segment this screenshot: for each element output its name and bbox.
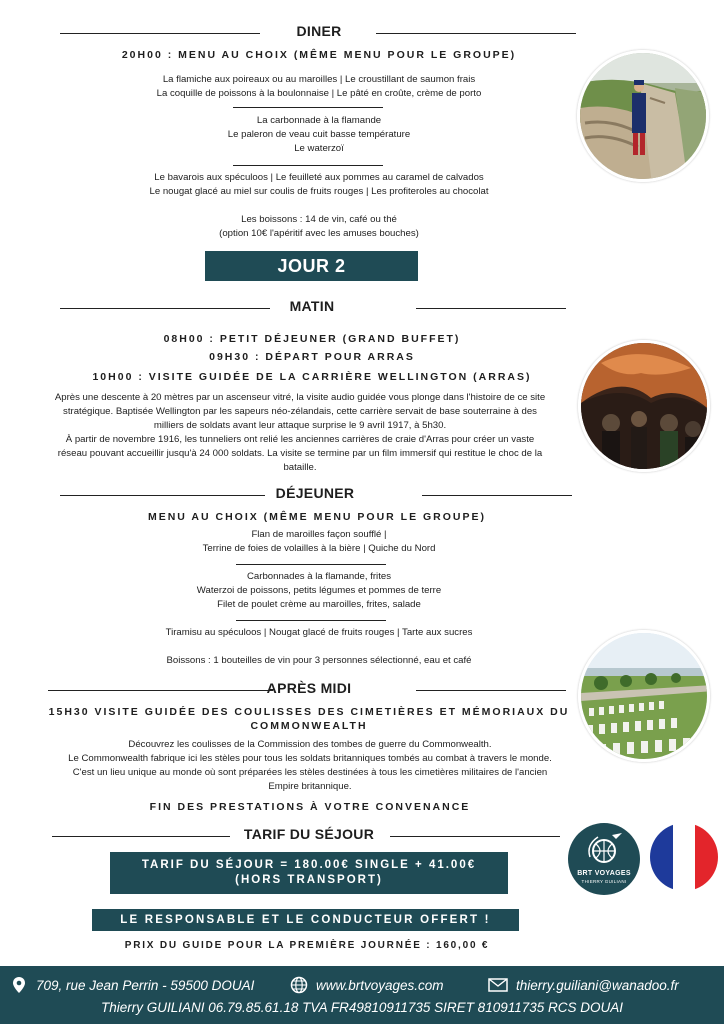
section-apres-midi-header bbox=[0, 680, 724, 700]
diner-entrees bbox=[40, 73, 598, 101]
tarif-price-banner bbox=[110, 852, 508, 894]
apres-midi-description-line: Découvrez les coulisses de la Commission des tombes de guerre du Commonwealth. bbox=[128, 739, 492, 750]
offert-banner: LE RESPONSABLE ET LE CONDUCTEUR OFFERT ! bbox=[92, 909, 519, 931]
section-title-matin: MATIN bbox=[289, 298, 335, 314]
wellington-quarry-photo bbox=[578, 340, 710, 472]
footer-address-text: 709, rue Jean Perrin - 59500 DOUAI bbox=[36, 977, 255, 993]
matin-description-line: Après une descente à 20 mètres par un ascenseur vitré, la visite audio guidée vous plonge dans l'histoire de ce site bbox=[54, 392, 546, 403]
jour2-banner: JOUR 2 bbox=[205, 251, 418, 281]
diner-entree-item: La coquille de poissons à la boulonnaise | Le pâté en croûte, crème de porto bbox=[156, 88, 482, 99]
diner-boisson-line: Les boissons : 14 de vin, café ou thé bbox=[241, 214, 397, 225]
diner-plat-item: Le waterzoï bbox=[294, 143, 344, 154]
footer-email-link[interactable]: thierry.guiliani@wanadoo.fr bbox=[516, 977, 679, 993]
matin-description-line: stratégique. Baptisée Wellington par les sapeurs néo-zélandais, cette carrière servait de base souterraine à des bbox=[63, 406, 537, 417]
diner-plat-item: La carbonnade à la flamande bbox=[256, 115, 382, 126]
header-line-right bbox=[390, 836, 560, 837]
header-line-right bbox=[422, 495, 572, 496]
dejeuner-plat-item: Carbonnades à la flamande, frites bbox=[247, 571, 391, 582]
fin-prestations: FIN DES PRESTATIONS À VOTRE CONVENANCE bbox=[149, 801, 471, 813]
dejeuner-plat-item: Waterzoi de poissons, petits légumes et pommes de terre bbox=[196, 585, 442, 596]
diner-desserts bbox=[40, 171, 598, 199]
diner-dessert-item: Le nougat glacé au miel sur coulis de fruits rouges | Les profiteroles au chocolat bbox=[149, 186, 489, 197]
trench-soldier-photo bbox=[577, 50, 709, 182]
diner-dessert-item: Le bavarois aux spéculoos | Le feuilleté aux pommes au caramel de calvados bbox=[154, 172, 484, 183]
footer-website[interactable] bbox=[290, 976, 444, 994]
map-pin-icon bbox=[10, 976, 28, 994]
dejeuner-entree-item: Flan de maroilles façon soufflé | bbox=[251, 529, 387, 540]
footer bbox=[0, 966, 724, 1024]
diner-menu-line: 20H00 : MENU AU CHOIX (MÊME MENU POUR LE GROUPE) bbox=[121, 49, 517, 61]
separator bbox=[233, 107, 383, 108]
section-title-dejeuner: DÉJEUNER bbox=[275, 485, 355, 501]
matin-description-line: bataille. bbox=[283, 462, 317, 473]
header-line-right bbox=[376, 33, 576, 34]
diner-boisson-line: (option 10€ l'apéritif avec les amuses bouches) bbox=[219, 228, 419, 239]
header-line-right bbox=[416, 308, 566, 309]
separator bbox=[236, 620, 386, 621]
brt-voyages-logo bbox=[568, 823, 640, 895]
diner-entree-item: La flamiche aux poireaux ou au maroilles | Le croustillant de saumon frais bbox=[162, 74, 476, 85]
apres-midi-description-line: Le Commonwealth fabrique ici les stèles pour tous les soldats britanniques tombés au combat à travers le monde. bbox=[68, 753, 552, 764]
apres-midi-visit-line: COMMONWEALTH bbox=[250, 720, 368, 732]
header-line-right bbox=[416, 690, 566, 691]
apres-midi-visit-line: 15H30 VISITE GUIDÉE DES COULISSES DES CIMETIÈRES ET MÉMORIAUX DU bbox=[48, 706, 570, 718]
apres-midi-description-line: C'est un lieu unique au monde où sont préparées les stèles destinées à tous les cimetières militaires de l'ancien bbox=[72, 767, 548, 778]
diner-plats bbox=[40, 114, 598, 156]
section-title-apres-midi: APRÈS MIDI bbox=[266, 680, 352, 696]
dejeuner-entree-item: Terrine de foies de volailles à la bière | Quiche du Nord bbox=[202, 543, 436, 554]
apres-midi-description-line: Empire britannique. bbox=[268, 781, 352, 792]
dejeuner-boissons: Boissons : 1 bouteilles de vin pour 3 personnes sélectionné, eau et café bbox=[166, 655, 472, 666]
section-dejeuner-header bbox=[0, 485, 724, 505]
globe-icon bbox=[290, 976, 308, 994]
separator bbox=[233, 165, 383, 166]
envelope-icon bbox=[488, 976, 508, 994]
footer-address bbox=[10, 976, 254, 994]
dejeuner-entrees bbox=[40, 528, 598, 556]
matin-description bbox=[20, 391, 580, 475]
dejeuner-plats bbox=[40, 570, 598, 612]
section-title-tarif: TARIF DU SÉJOUR bbox=[243, 826, 375, 842]
globe-plane-icon bbox=[568, 823, 640, 895]
dejeuner-plat-item: Filet de poulet crème au maroilles, frites, salade bbox=[217, 599, 421, 610]
separator bbox=[236, 564, 386, 565]
dejeuner-menu-line: MENU AU CHOIX (MÊME MENU POUR LE GROUPE) bbox=[147, 511, 487, 523]
section-diner-header bbox=[0, 23, 724, 43]
dejeuner-desserts: Tiramisu au spéculoos | Nougat glacé de fruits rouges | Tarte aux sucres bbox=[165, 627, 473, 638]
matin-description-line: réseau pouvant accueillir jusqu'à 24 000 soldats. La visite se termine par un film immersif qui restitue le choc de la bbox=[57, 448, 543, 459]
tarif-price-line: TARIF DU SÉJOUR = 180.00€ SINGLE + 41.00€ bbox=[141, 859, 477, 871]
guide-price: PRIX DU GUIDE POUR LA PREMIÈRE JOURNÉE : 160,00 € bbox=[124, 940, 490, 951]
matin-line: 09H30 : DÉPART POUR ARRAS bbox=[209, 351, 415, 363]
french-flag-icon bbox=[650, 823, 718, 891]
section-matin-header bbox=[0, 298, 724, 318]
section-title-diner: DINER bbox=[296, 23, 342, 39]
apres-midi-description bbox=[30, 738, 590, 794]
matin-description-line: À partir de novembre 1916, les tunneliers ont relié les anciennes carrières de craie d'Arras pour créer un vaste bbox=[65, 434, 535, 445]
tarif-price-line: (HORS TRANSPORT) bbox=[235, 874, 383, 886]
matin-line: 10H00 : VISITE GUIDÉE DE LA CARRIÈRE WELLINGTON (ARRAS) bbox=[92, 371, 532, 383]
footer-website-link[interactable]: www.brtvoyages.com bbox=[316, 977, 444, 993]
logo-sub: THIERRY GUILIANI bbox=[581, 879, 627, 884]
logo-brand: BRT VOYAGES bbox=[577, 870, 631, 877]
matin-line: 08H00 : PETIT DÉJEUNER (GRAND BUFFET) bbox=[163, 333, 461, 345]
footer-email[interactable] bbox=[488, 976, 679, 994]
diner-plat-item: Le paleron de veau cuit basse température bbox=[227, 129, 411, 140]
footer-legal: Thierry GUILIANI 06.79.85.61.18 TVA FR49810911735 SIRET 810911735 RCS DOUAI bbox=[100, 1000, 624, 1015]
diner-boissons bbox=[40, 213, 598, 241]
matin-description-line: milliers de soldats avant leur attaque surprise le 9 avril 1917, à 5h30. bbox=[153, 420, 447, 431]
